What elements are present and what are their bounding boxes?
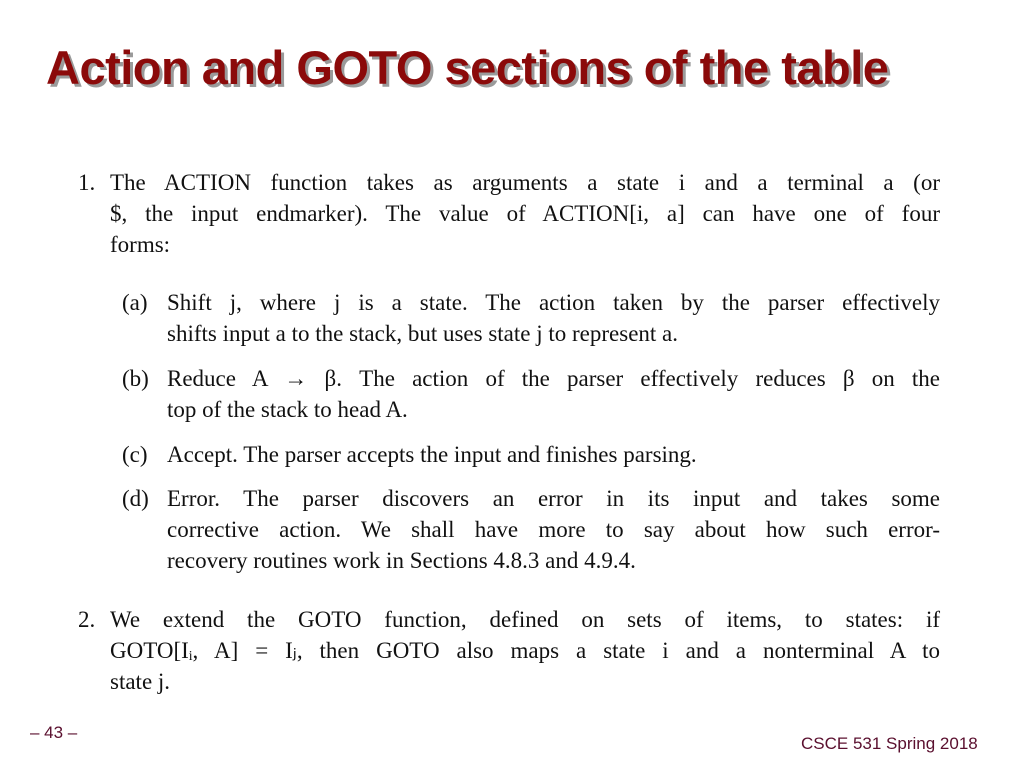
subitem-line: Reduce A → β. The action of the parser effectively reduces β on the [167, 366, 940, 391]
subitem-line: shifts input a to the stack, but uses state j to represent a. [167, 321, 678, 346]
item-line: We extend the GOTO function, defined on sets of items, to states: if [110, 607, 940, 632]
subitem-line: recovery routines work in Sections 4.8.3 and 4.9.4. [167, 548, 636, 573]
item-number: 1. [78, 170, 96, 195]
subitem-label: (c) [122, 442, 148, 467]
subitem-line: Accept. The parser accepts the input and finishes parsing. [167, 442, 697, 467]
item-line: state j. [110, 669, 171, 694]
item-number: 2. [78, 607, 96, 632]
course-footer: CSCE 531 Spring 2018 [801, 734, 978, 753]
subitem-line: corrective action. We shall have more to say about how such error- [167, 517, 940, 542]
subitem-line: Shift j, where j is a state. The action taken by the parser effectively [167, 290, 940, 315]
item-line: The ACTION function takes as arguments a state i and a terminal a (or [110, 170, 940, 195]
item-line: forms: [110, 232, 171, 257]
item-line: GOTO[Iᵢ, A] = Iⱼ, then GOTO also maps a state i and a nonterminal A to [110, 638, 940, 663]
subitem-label: (d) [122, 486, 149, 511]
subitem-line: top of the stack to head A. [167, 397, 408, 422]
subitem-line: Error. The parser discovers an error in its input and takes some [167, 486, 940, 511]
page-number: – 43 – [30, 723, 78, 742]
subitem-label: (a) [122, 290, 148, 315]
item-line: $, the input endmarker). The value of ACTION[i, a] can have one of four [110, 201, 940, 226]
subitem-label: (b) [122, 366, 149, 391]
slide-title: Action and GOTO sections of the table [46, 41, 889, 94]
